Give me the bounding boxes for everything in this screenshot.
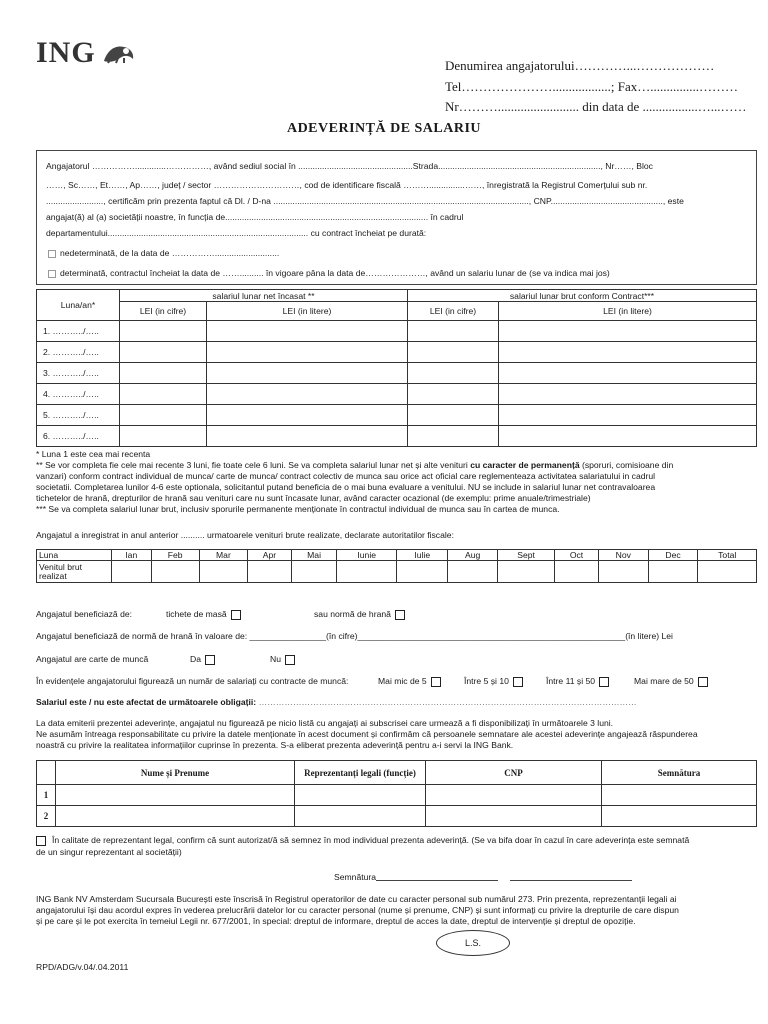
confirm-line-2: de un singur reprezentant al societății) (36, 847, 182, 857)
net-letters-cell[interactable] (207, 384, 408, 405)
option-definite-label: determinată, contractul încheiat la data de …….......... în vigoare pâna la data de…………………, având un salariu lunar de (se va indica mai jos) (60, 268, 610, 278)
net-lei-letters-header: LEI (in litere) (207, 302, 408, 321)
yes-checkbox[interactable] (205, 655, 215, 665)
logo-text: ING (36, 36, 96, 69)
signature-cell[interactable] (602, 806, 757, 827)
table-row (37, 426, 757, 447)
employer-line-1[interactable]: Angajatorul …………….............……………, având sediul social în ................................................Strada...................................................................., Nr……, Bloc (46, 161, 653, 171)
rep-header: Reprezentanți legali (funcție) (295, 761, 426, 785)
annual-cell[interactable] (112, 561, 152, 583)
gross-digits-cell[interactable] (408, 342, 499, 363)
month-cell[interactable]: 5. ………../….. (37, 405, 120, 426)
annual-cell[interactable] (248, 561, 292, 583)
employer-line-5[interactable]: departamentului.................................................................................... cu contract încheiat pe durată: (46, 228, 427, 238)
work-book-yes[interactable] (190, 654, 215, 665)
month-cell[interactable]: 3. ………../….. (37, 363, 120, 384)
confirm-line-1[interactable] (36, 835, 689, 846)
net-digits-cell[interactable] (120, 363, 207, 384)
note-3: vanzari) conform contract individual de munca/ carte de munca/ contract colectiv de munca sau orice act oficial care reglementeaza activitatea salariatului in cadrul (36, 471, 656, 481)
net-letters-cell[interactable] (207, 342, 408, 363)
obligations-label: Salariul este / nu este afectat de următoarele obligații: (36, 697, 257, 707)
signature-label: Semnătura (334, 872, 377, 882)
declaration-2: Ne asumăm întreaga responsabilitate cu privire la datele menționate în acest document și confirmăm că persoanele semnatare ale acestei adeverințe angajează răspunderea (36, 729, 698, 739)
footer-line-3: și pe care și le pot exercita în temeiul Legii nr. 677/2001, în special: dreptul de informare, dreptul de acces la date, dreptul de intervenție și dreptul de opoziție. (36, 916, 636, 926)
gross-letters-cell[interactable] (499, 342, 757, 363)
annual-cell[interactable] (498, 561, 555, 583)
annual-cell[interactable] (291, 561, 336, 583)
count-under-5[interactable] (378, 676, 441, 687)
net-digits-cell[interactable] (120, 405, 207, 426)
note-6: *** Se va completa salariul lunar brut, inclusiv sporurile permanente menționate în contractul individual de munca sau în cartea de munca. (36, 504, 560, 514)
food-norm-value-line[interactable]: Angajatul beneficiază de normă de hrană în valoare de: ________________(în cifre)________________________________________________________(în litere) Lei (36, 631, 673, 641)
cnp-cell[interactable] (426, 806, 602, 827)
count-over-50-checkbox[interactable] (698, 677, 708, 687)
annual-header-month: Feb (151, 550, 199, 561)
annual-cell[interactable] (648, 561, 698, 583)
col-month-header: Luna/an* (37, 290, 120, 321)
gross-digits-cell[interactable] (408, 384, 499, 405)
gross-digits-cell[interactable] (408, 321, 499, 342)
annual-cell[interactable] (397, 561, 448, 583)
signature-header: Semnătura (602, 761, 757, 785)
gross-letters-cell[interactable] (499, 363, 757, 384)
definite-checkbox[interactable] (48, 270, 56, 278)
month-cell[interactable]: 1. ………../….. (37, 321, 120, 342)
count-5-10[interactable] (464, 676, 523, 687)
salary-table (36, 289, 757, 447)
note-2-text-end: (sporuri, comisioane din (579, 460, 674, 470)
option-definite[interactable] (48, 268, 610, 278)
count-over-50[interactable] (634, 676, 708, 687)
work-book-label: Angajatul are carte de muncă (36, 654, 149, 664)
note-2-bold: cu caracter de permanență (470, 460, 580, 470)
annual-header-month: Ian (112, 550, 152, 561)
no-label: Nu (270, 654, 281, 664)
table-row (37, 405, 757, 426)
annual-header-month: Nov (598, 550, 648, 561)
gross-digits-cell[interactable] (408, 426, 499, 447)
option-indefinite[interactable] (48, 248, 279, 258)
name-header: Nume și Prenume (56, 761, 295, 785)
annual-income-table (36, 549, 757, 583)
annual-header-month: Mai (291, 550, 336, 561)
annual-header-luna: Luna (37, 550, 112, 561)
meal-tickets-checkbox[interactable] (231, 610, 241, 620)
note-2 (36, 460, 673, 470)
annual-header-month: Mar (199, 550, 247, 561)
gross-letters-cell[interactable] (499, 426, 757, 447)
rep-cell[interactable] (295, 785, 426, 806)
nr-date-field[interactable]: Nr………......................... din data de .................…...…… (445, 99, 747, 114)
annual-header-total: Total (698, 550, 757, 561)
employer-name-field[interactable]: Denumirea angajatorului…………...……………… (445, 58, 715, 73)
signature-line-1[interactable] (376, 880, 498, 881)
food-norm-label: sau normă de hrană (314, 609, 391, 619)
gross-salary-header: salariul lunar brut conform Contract*** (408, 290, 757, 302)
employer-line-2[interactable]: ……, Sc……, Et……, Ap……, județ / sector …………………………, cod de identificare fiscală ………...............……, înregistrată la Registrul Comerțului sub nr. (46, 180, 648, 190)
annual-row-label: Venitul brut realizat (37, 561, 112, 583)
annual-cell[interactable] (151, 561, 199, 583)
note-1: * Luna 1 este cea mai recenta (36, 449, 151, 459)
net-digits-cell[interactable] (120, 342, 207, 363)
annual-header-month: Sept (498, 550, 555, 561)
footer-line-2: angajatorului își dau acordul expres în vederea prelucrării datelor lor cu caracter personal (nume și prenume, CNP) și sunt informați cu privire la drepturile de care dispun (36, 905, 679, 915)
gross-lei-digits-header: LEI (in cifre) (408, 302, 499, 321)
employer-line-4[interactable]: angajat(ă) al (a) societății noastre, în funcția de..................................................................................... în cadrul (46, 212, 464, 222)
employee-count-label: În evidențele angajatorului figurează un număr de salariați cu contracte de muncă: (36, 676, 349, 686)
rep-cell[interactable] (295, 806, 426, 827)
count-11-50-label: Între 11 și 50 (546, 676, 596, 686)
cnp-header: CNP (426, 761, 602, 785)
gross-letters-cell[interactable] (499, 321, 757, 342)
confirm-text: În calitate de reprezentant legal, confirm că sunt autorizat/ă să semnez în mod individual prezenta adeverință. (Se va bifa doar în cazul în care adeverința este semnată (52, 835, 690, 845)
count-under-5-label: Mai mic de 5 (378, 676, 427, 686)
net-letters-cell[interactable] (207, 426, 408, 447)
ing-logo (36, 36, 136, 70)
form-code: RPD/ADG/v.04/.04.2011 (36, 962, 129, 972)
indefinite-checkbox[interactable] (48, 250, 56, 258)
index-header (37, 761, 56, 785)
gross-letters-cell[interactable] (499, 405, 757, 426)
annual-intro: Angajatul a inregistrat in anul anterior .......... urmatoarele venituri brute realizate, declarate autoritatilor fiscale: (36, 530, 454, 540)
month-cell[interactable]: 2. ………../….. (37, 342, 120, 363)
count-11-50[interactable] (546, 676, 609, 687)
gross-lei-letters-header: LEI (in litere) (499, 302, 757, 321)
table-row (37, 806, 757, 827)
table-row (37, 342, 757, 363)
net-digits-cell[interactable] (120, 321, 207, 342)
annual-cell[interactable] (555, 561, 599, 583)
count-11-50-checkbox[interactable] (599, 677, 609, 687)
count-over-50-label: Mai mare de 50 (634, 676, 694, 686)
annual-header-month: Aug (448, 550, 498, 561)
name-cell[interactable] (56, 785, 295, 806)
annual-cell[interactable] (698, 561, 757, 583)
benefits-label: Angajatul beneficiază de: (36, 609, 133, 619)
net-lei-digits-header: LEI (in cifre) (120, 302, 207, 321)
name-cell[interactable] (56, 806, 295, 827)
table-row (37, 363, 757, 384)
annual-header-month: Iunie (337, 550, 397, 561)
confirm-checkbox[interactable] (36, 836, 46, 846)
note-4: societatii. Completarea lunilor 4-6 este optionala, solicitantul putand beneficia de o mai buna evaluare a venitului. NU se include in salariul lunar net contravaloarea (36, 482, 656, 492)
count-5-10-label: Între 5 și 10 (464, 676, 509, 686)
net-letters-cell[interactable] (207, 321, 408, 342)
gross-letters-cell[interactable] (499, 384, 757, 405)
document-title: ADEVERINȚĂ DE SALARIU (286, 121, 482, 136)
signature-line-2[interactable] (510, 880, 632, 881)
cnp-cell[interactable] (426, 785, 602, 806)
net-digits-cell[interactable] (120, 426, 207, 447)
annual-header-month: Oct (555, 550, 599, 561)
no-checkbox[interactable] (285, 655, 295, 665)
obligations-line[interactable] (36, 697, 637, 707)
table-row (37, 785, 757, 806)
count-under-5-checkbox[interactable] (431, 677, 441, 687)
option-indefinite-label: nedeterminată, de la data de ……………........................... (60, 248, 280, 258)
gross-digits-cell[interactable] (408, 405, 499, 426)
table-row (37, 384, 757, 405)
signature-cell[interactable] (602, 785, 757, 806)
meal-tickets-label: tichete de masă (166, 609, 227, 619)
annual-header-month: Iulie (397, 550, 448, 561)
gross-digits-cell[interactable] (408, 363, 499, 384)
seal-placeholder: L.S. (436, 930, 510, 956)
tel-fax-field[interactable]: Tel…………………..................; Fax…...............……… (445, 79, 739, 94)
meal-tickets-option[interactable] (166, 609, 241, 620)
food-norm-checkbox[interactable] (395, 610, 405, 620)
annual-cell[interactable] (337, 561, 397, 583)
row-index: 1 (37, 785, 56, 806)
annual-cell[interactable] (598, 561, 648, 583)
yes-label: Da (190, 654, 201, 664)
food-norm-option[interactable] (314, 609, 405, 620)
annual-header-month: Apr (248, 550, 292, 561)
note-5: tichetelor de hrană, drepturilor de hrană sau venituri care nu sunt încasate lunar, având caracter ocazional (de exemplu: prime anuale/trimestriale) (36, 493, 591, 503)
table-row (37, 321, 757, 342)
representatives-table (36, 760, 757, 827)
annual-cell[interactable] (199, 561, 247, 583)
declaration-1: La data emiterii prezentei adeverințe, angajatul nu figurează pe nicio listă cu angajați ai subscrisei care urmează a fi disponibilizați în următoarele 3 luni. (36, 718, 614, 728)
employer-line-3[interactable]: ........................, certificăm prin prezenta faptul că Dl. / D-na ..........................................................................................................., CNP..............................................., este (46, 196, 684, 206)
month-cell[interactable]: 6. ………../….. (37, 426, 120, 447)
row-index: 2 (37, 806, 56, 827)
declaration-3: noastră cu privire la realitatea informațiilor cuprinse în prezenta. S-a eliberat prezenta adeverință pentru a-i servi la ING Bank. (36, 740, 514, 750)
footer-line-1: ING Bank NV Amsterdam Sucursala București este înscrisă în Registrul operatorilor de date cu caracter personal sub numărul 273. Prin prezenta, reprezentanții legali ai (36, 894, 677, 904)
net-letters-cell[interactable] (207, 405, 408, 426)
net-salary-header: salariul lunar net încasat ** (120, 290, 408, 302)
net-letters-cell[interactable] (207, 363, 408, 384)
lion-icon (102, 41, 136, 65)
net-digits-cell[interactable] (120, 384, 207, 405)
month-cell[interactable]: 4. ………../….. (37, 384, 120, 405)
annual-header-month: Dec (648, 550, 698, 561)
work-book-no[interactable] (270, 654, 295, 665)
annual-cell[interactable] (448, 561, 498, 583)
count-5-10-checkbox[interactable] (513, 677, 523, 687)
obligations-dots: …………………………………………………………………………………………………………………… (258, 697, 637, 707)
note-2-text: ** Se vor completa fie cele mai recente 3 luni, fie toate cele 6 luni. Se va completa salariul lunar net și alte venituri (36, 460, 471, 470)
